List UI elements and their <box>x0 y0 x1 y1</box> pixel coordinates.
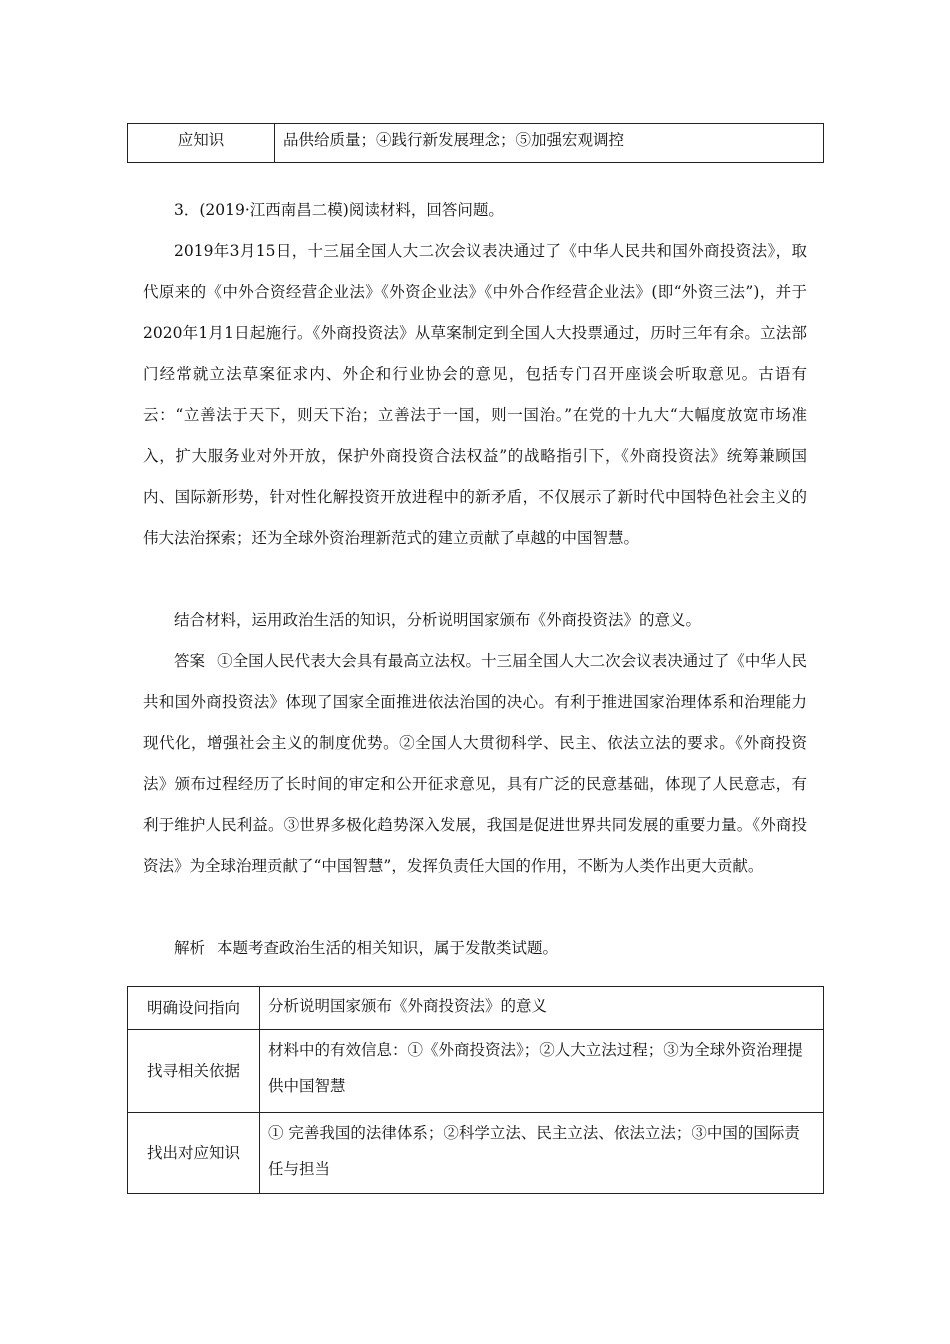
analysis-text: 本题考查政治生活的相关知识，属于发散类试题。 <box>217 939 559 957</box>
step-content-cell: ① 完善我国的法律体系；②科学立法、民主立法、依法立法；③中国的国际责任与担当 <box>260 1113 824 1194</box>
answer-paragraph <box>143 641 807 887</box>
question-prompt: 结合材料，运用政治生活的知识，分析说明国家颁布《外商投资法》的意义。 <box>174 611 702 629</box>
answer-text: ①全国人民代表大会具有最高立法权。十三届全国人大二次会议表决通过了《中华人民共和国外商投资法》体现了国家全面推进依法治国的决心。有利于推进国家治理体系和治理能力现代化，增强社会主义的制度优势。②全国人大贯彻科学、民主、依法立法的要求。《外商投资法》颁布过程经历了长时间的审定和公开征求意见，具有广泛的民意基础，体现了人民意志，有利于维护人民利益。③世界多极化趋势深入发展，我国是促进世界共同发展的重要力量。《外商投资法》为全球治理贡献了“中国智慧”，发挥负责任大国的作用，不断为人类作出更大贡献。 <box>143 652 807 875</box>
table-content-cell: 品供给质量；④践行新发展理念；⑤加强宏观调控 <box>275 124 824 163</box>
top-knowledge-table <box>127 123 824 163</box>
table-row <box>128 1030 824 1113</box>
table-row <box>128 124 824 163</box>
table-row <box>128 987 824 1030</box>
step-label-cell: 找寻相关依据 <box>128 1030 260 1113</box>
analysis-steps-table <box>127 986 824 1194</box>
analysis-label: 解析 <box>174 939 206 957</box>
step-content-cell: 分析说明国家颁布《外商投资法》的意义 <box>260 987 824 1030</box>
question-heading: 3．(2019·江西南昌二模)阅读材料，回答问题。 <box>174 201 504 219</box>
table-row <box>128 1113 824 1194</box>
table-label-cell: 应知识 <box>128 124 275 163</box>
question-material: 2019年3月15日，十三届全国人大二次会议表决通过了《中华人民共和国外商投资法》，取代原来的《中外合资经营企业法》《外资企业法》《中外合作经营企业法》(即“外资三法”)，并于2020年1月1日起施行。《外商投资法》从草案制定到全国人大投票通过，历时三年有余。立法部门经常就立法草案征求内、外企和行业协会的意见，包括专门召开座谈会听取意见。古语有云：“立善法于天下，则天下治；立善法于一国，则一国治。”在党的十九大“大幅度放宽市场准入，扩大服务业对外开放，保护外商投资合法权益”的战略指引下，《外商投资法》统筹兼顾国内、国际新形势，针对性化解投资开放进程中的新矛盾，不仅展示了新时代中国特色社会主义的伟大法治探索；还为全球外资治理新范式的建立贡献了卓越的中国智慧。 <box>143 242 807 547</box>
answer-label: 答案 <box>174 652 206 670</box>
step-content-cell: 材料中的有效信息：①《外商投资法》；②人大立法过程；③为全球外资治理提供中国智慧 <box>260 1030 824 1113</box>
step-label-cell: 明确设问指向 <box>128 987 260 1030</box>
step-label-cell: 找出对应知识 <box>128 1113 260 1194</box>
analysis-paragraph <box>143 928 807 969</box>
